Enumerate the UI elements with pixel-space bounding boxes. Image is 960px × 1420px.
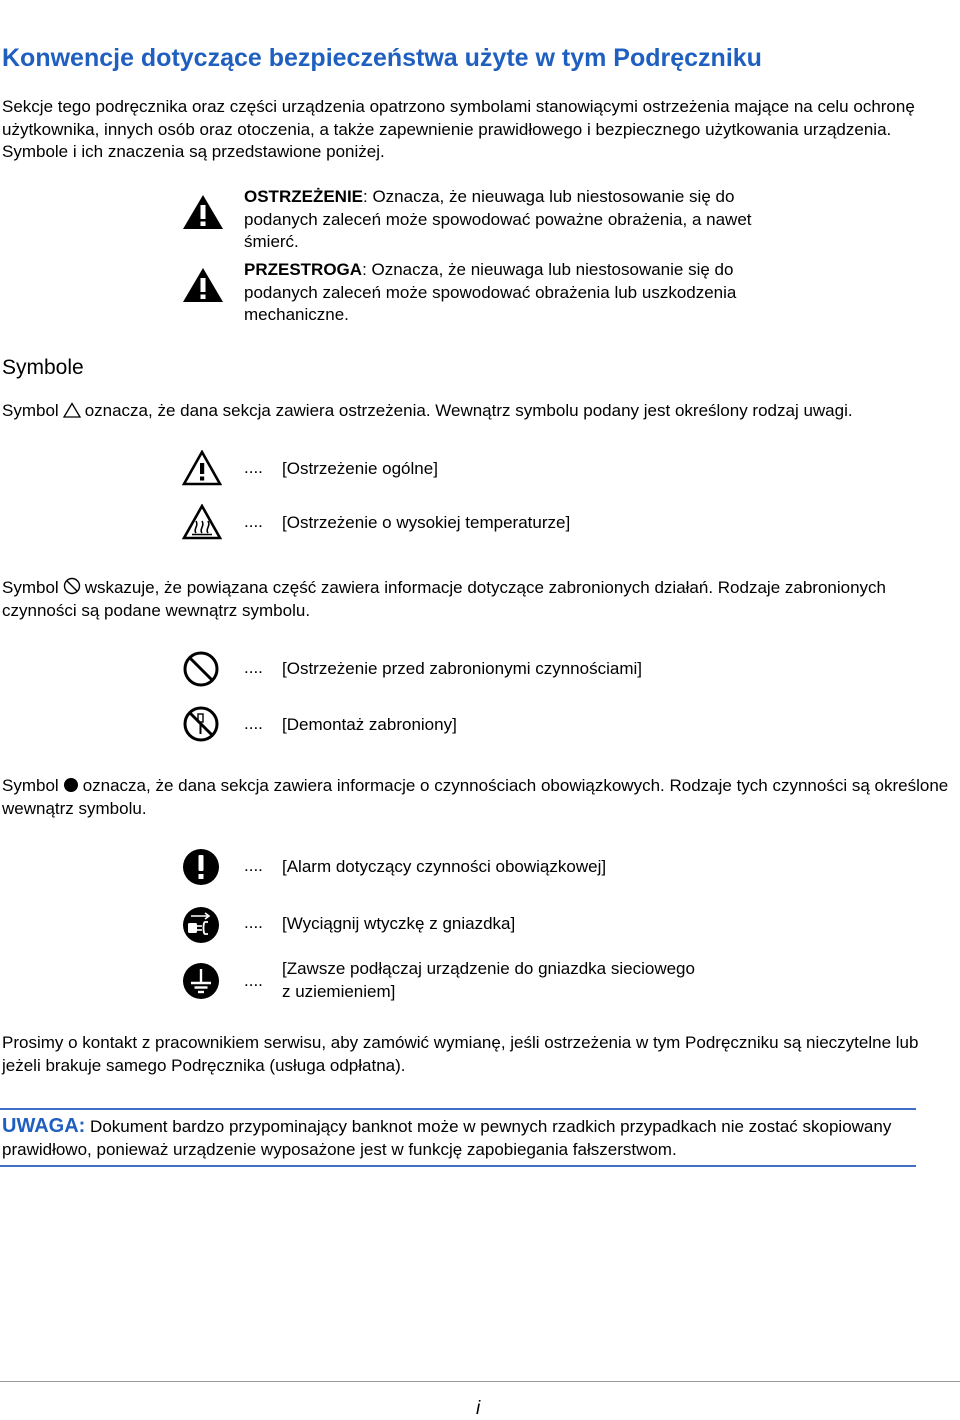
item-dots: .... [244, 971, 263, 990]
item-dots: .... [244, 856, 263, 875]
prohibit-symbol-paragraph [2, 577, 958, 622]
no-disassembly-icon [182, 705, 220, 743]
outline-triangle-icon [63, 402, 81, 418]
prohibited-action-label: [Ostrzeżenie przed zabronionymi czynnościami] [282, 659, 642, 678]
warning-text: : Oznacza, że nieuwaga lub niestosowanie się do podanych zaleceń może spowodować poważne obrażenia, a nawet śmierć. [244, 187, 752, 251]
item-dots: .... [244, 913, 263, 932]
warning-description [244, 186, 804, 254]
general-warning-icon [182, 450, 222, 486]
service-paragraph: Prosimy o kontakt z pracownikiem serwisu, aby zamówić wymianę, jeśli ostrzeżenia w tym Podręczniku są nieczytelne lub jeżeli brakuje samego Podręcznika (usługa odpłatna). [2, 1033, 919, 1075]
note-text: Dokument bardzo przypominający banknot może w pewnych rzadkich przypadkach nie zostać skopiowany prawidłowo, ponieważ urządzenie wyposażone jest w funkcję zapobiegania fałszerstwom. [2, 1117, 892, 1159]
prohibit-symbol-text: wskazuje, że powiązana część zawiera informacje dotyczące zabronionych działań. Rodzaje zabronionych czynności są podane wewnątrz symbolu. [2, 578, 886, 620]
mandatory-symbol-paragraph [2, 775, 958, 820]
mandatory-action-label: [Alarm dotyczący czynności obowiązkowej] [282, 857, 607, 876]
prohibited-icon [182, 650, 220, 688]
unplug-icon [182, 906, 220, 944]
mandatory-symbol-text: oznacza, że dana sekcja zawiera informacje o czynnościach obowiązkowych. Rodzaje tych czynności są określone wewnątrz symbolu. [2, 776, 949, 818]
triangle-symbol-text: oznacza, że dana sekcja zawiera ostrzeżenia. Wewnątrz symbolu podany jest określony rodzaj uwagi. [84, 401, 853, 420]
caution-triangle-icon [182, 267, 224, 303]
warning-label: OSTRZEŻENIE [244, 187, 364, 206]
section-heading: Symbole [2, 356, 84, 379]
item-dots: .... [244, 714, 263, 733]
note-block [2, 1115, 912, 1161]
caution-text: : Oznacza, że nieuwaga lub niestosowanie się do podanych zaleceń może spowodować obrażenia lub uszkodzenia mechaniczne. [244, 260, 737, 324]
unplug-label: [Wyciągnij wtyczkę z gniazdka] [282, 914, 516, 933]
general-warning-label: [Ostrzeżenie ogólne] [282, 459, 438, 478]
item-dots: .... [244, 458, 263, 477]
ground-label-line2: z uziemieniem] [282, 982, 396, 1001]
no-disassembly-label: [Demontaż zabroniony] [282, 715, 457, 734]
triangle-symbol-paragraph [2, 400, 958, 423]
high-temperature-label: [Ostrzeżenie o wysokiej temperaturze] [282, 513, 571, 532]
outline-prohibit-icon [63, 577, 81, 595]
page-title: Konwencje dotyczące bezpieczeństwa użyte w tym Podręczniku [2, 44, 762, 72]
ground-label-line1: [Zawsze podłączaj urządzenie do gniazdka sieciowego [282, 959, 695, 978]
warning-triangle-icon [182, 194, 224, 230]
symbol-prefix: Symbol [2, 776, 59, 795]
filled-circle-icon [63, 777, 79, 793]
note-bottom-rule [0, 1165, 916, 1167]
mandatory-exclamation-icon [182, 848, 220, 886]
symbol-prefix: Symbol [2, 578, 59, 597]
caution-label: PRZESTROGA [244, 260, 363, 279]
page-number: i [476, 1398, 481, 1419]
item-dots: .... [244, 512, 263, 531]
note-label: UWAGA: [2, 1115, 86, 1137]
item-dots: .... [244, 658, 263, 677]
intro-paragraph: Sekcje tego podręcznika oraz części urządzenia opatrzono symbolami stanowiącymi ostrzeżenia mające na celu ochronę użytkownika, innych osób oraz otoczenia, a także zapewnienie prawidłowego i bezpiecznego użytkowania urządzenia. Symbole i ich znaczenia są przedstawione poniżej. [2, 97, 915, 161]
ground-icon [182, 962, 220, 1000]
footer-rule [0, 1381, 960, 1382]
note-top-rule [0, 1108, 916, 1110]
caution-description [244, 259, 804, 327]
high-temperature-icon [182, 504, 222, 540]
symbol-prefix: Symbol [2, 401, 59, 420]
